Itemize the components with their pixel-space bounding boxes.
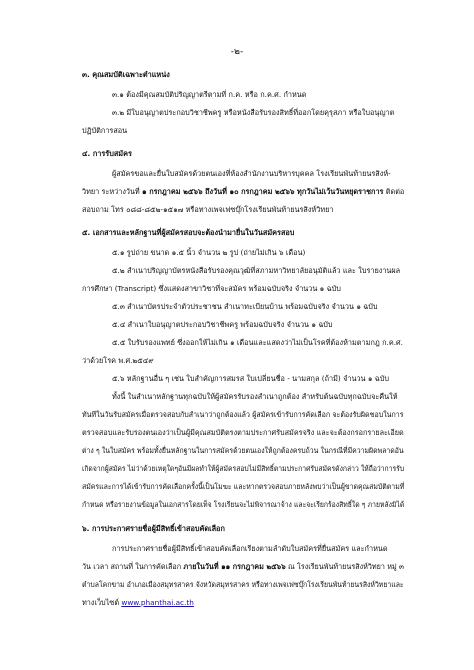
section-4-heading: ๔. การรับสมัคร bbox=[82, 149, 132, 158]
section-6-text: วัน เวลา สถานที่ ในการคัดเลือก ภายในวันที่ ๑๑ กรกฎาคม ๒๕๖๖ ณ โรงเรียนพันท้ายนรสิงห์วิทยา หมู่ ๓ bbox=[82, 562, 404, 571]
section-5-paragraph: เกิดจากผู้สมัคร ไม่ว่าด้วยเหตุใดๆอันมีผลทำให้ผู้สมัครสอบไม่มีสิทธิ์ตามประกาศรับสมัครดังกล่าว ให้ถือว่าการรับ bbox=[82, 464, 405, 473]
website-link[interactable]: www.phanthai.ac.th bbox=[121, 598, 194, 607]
section-5-item: ๕.๒ สำเนาปริญญาบัตรหนังสือรับรองคุณวุฒิที่สภามหาวิทยาลัยอนุมัติแล้ว และ ใบรายงานผล bbox=[112, 266, 401, 275]
section-3-item: ปฏิบัติการสอน bbox=[82, 126, 128, 135]
section-5-paragraph: ต่าง ๆ ในใบสมัคร พร้อมทั้งยื่นหลักฐานในการสมัครด้วยตนเองให้ถูกต้องครบถ้วน ในกรณีที่มีความผิดพลาดอัน bbox=[82, 446, 404, 455]
application-period: ๑ กรกฎาคม ๒๕๖๖ ถึงวันที่ ๑๐ กรกฎาคม ๒๕๖๖ ทุกวันไม่เว้นวันหยุดราชการ bbox=[142, 187, 384, 196]
section-5-heading: ๕. เอกสารและหลักฐานที่ผู้สมัครสอบจะต้องนำมายื่นในวันสมัครสอบ bbox=[82, 228, 295, 237]
section-3-heading: ๓. คุณสมบัติเฉพาะตำแหน่ง bbox=[82, 70, 170, 79]
section-3-item: ๓.๒ มีใบอนุญาตประกอบวิชาชีพครู หรือหนังสือรับรองสิทธิ์ที่ออกโดยคุรุสภา หรือใบอนุญาต bbox=[112, 108, 395, 117]
section-5-item: ว่าด้วยโรค พ.ศ.๒๕๔๙ bbox=[82, 356, 154, 365]
section-5-paragraph: ทันทีในวันรับสมัครเมื่อตรวจสอบกับสำเนาว่าถูกต้องแล้ว ผู้สมัครเข้ารับการคัดเลือก จะต้องรับผิดชอบในการ bbox=[82, 410, 404, 419]
section-5-item: ๕.๑ รูปถ่าย ขนาด ๑.๕ นิ้ว จำนวน ๒ รูป (ถ่ายไม่เกิน ๖ เดือน) bbox=[112, 248, 306, 257]
section-5-paragraph: กำหนด หรือรายงานข้อมูลในเอกสารโดยเท็จ โรงเรียนจะไม่พิจารณาจ้าง และจะเรียกร้องสิทธิ์ใด ๆ ภายหลังมิได้ bbox=[82, 500, 405, 509]
section-5-item: ๕.๓ สำเนาบัตรประจำตัวประชาชน สำเนาทะเบียนบ้าน พร้อมฉบับจริง จำนวน ๑ ฉบับ bbox=[112, 302, 378, 311]
section-4-text: สอบถาม โทร ๐๘๘-๘๕๒-๑๕๑๗ หรือทางเพจเฟซบุ๊กโรงเรียนพันท้ายนรสิงห์วิทยา bbox=[82, 205, 334, 214]
section-6-text: ตำบลโคกขาม อำเภอเมืองสมุทรสาคร จังหวัดสมุทรสาคร หรือทางเพจเฟซบุ๊กโรงเรียนพันท้ายนรสิงห์วิทยาและ bbox=[82, 580, 404, 589]
section-5-paragraph: สมัครและการได้เข้ารับการคัดเลือกครั้งนี้เป็นโมฆะ และหากตรวจสอบภายหลังพบว่าเป็นผู้ขาดคุณสมบัติตามที่ bbox=[82, 482, 405, 491]
announcement-date: ภายในวันที่ ๑๑ กรกฎาคม ๒๕๖๖ bbox=[183, 562, 286, 571]
section-5-item: ๕.๕ ใบรับรองแพทย์ ซึ่งออกให้ไม่เกิน ๑ เดือนและแสดงว่าไม่เป็นโรคที่ต้องห้ามตามกฎ ก.ค.ศ. bbox=[112, 338, 403, 347]
section-5-item: ๕.๔ สำเนาใบอนุญาตประกอบวิชาชีพครู พร้อมฉบับจริง จำนวน ๑ ฉบับ bbox=[112, 320, 333, 329]
section-5-item: การศึกษา (Transcript) ซึ่งแสดงสาขาวิชาที่จะสมัคร พร้อมฉบับจริง จำนวน ๑ ฉบับ bbox=[82, 284, 341, 293]
section-5-item: ๕.๖ หลักฐานอื่น ๆ เช่น ใบสำคัญการสมรส ใบเปลี่ยนชื่อ - นามสกุล (ถ้ามี) จำนวน ๑ ฉบับ bbox=[112, 374, 390, 383]
section-4-text: ผู้สมัครขอและยื่นใบสมัครด้วยตนเองที่ห้องสำนักงานบริหารบุคคล โรงเรียนพันท้ายนรสิงห์- bbox=[112, 169, 391, 178]
section-6-heading: ๖. การประกาศรายชื่อผู้มีสิทธิ์เข้าสอบคัดเลือก bbox=[82, 524, 225, 533]
section-5-paragraph: ทั้งนี้ ในสำเนาหลักฐานทุกฉบับให้ผู้สมัครรับรองสำเนาถูกต้อง สำหรับต้นฉบับทุกฉบับจะคืนให้ bbox=[112, 392, 398, 401]
section-5-paragraph: ตรวจสอบและรับรองตนเองว่าเป็นผู้มีคุณสมบัติตรงตามประกาศรับสมัครจริง และจะต้องกรอกรายละเอียด bbox=[82, 428, 404, 437]
section-6-text: ทางเว็บไซต์ www.phanthai.ac.th bbox=[82, 598, 194, 607]
section-6-text: การประกาศรายชื่อผู้มีสิทธิ์เข้าสอบคัดเลือกเรียงตามลำดับใบสมัครที่ยื่นสมัคร และกำหนด bbox=[112, 544, 388, 553]
page-number: -๒- bbox=[230, 47, 244, 57]
section-3-item: ๓.๑ ต้องมีคุณสมบัติปริญญาตรีตามที่ ก.ค. หรือ ก.ค.ศ. กำหนด bbox=[112, 90, 307, 99]
section-4-text: วิทยา ระหว่างวันที่ ๑ กรกฎาคม ๒๕๖๖ ถึงวันที่ ๑๐ กรกฎาคม ๒๕๖๖ ทุกวันไม่เว้นวันหยุดราชการ ติดต่อ bbox=[82, 187, 405, 196]
